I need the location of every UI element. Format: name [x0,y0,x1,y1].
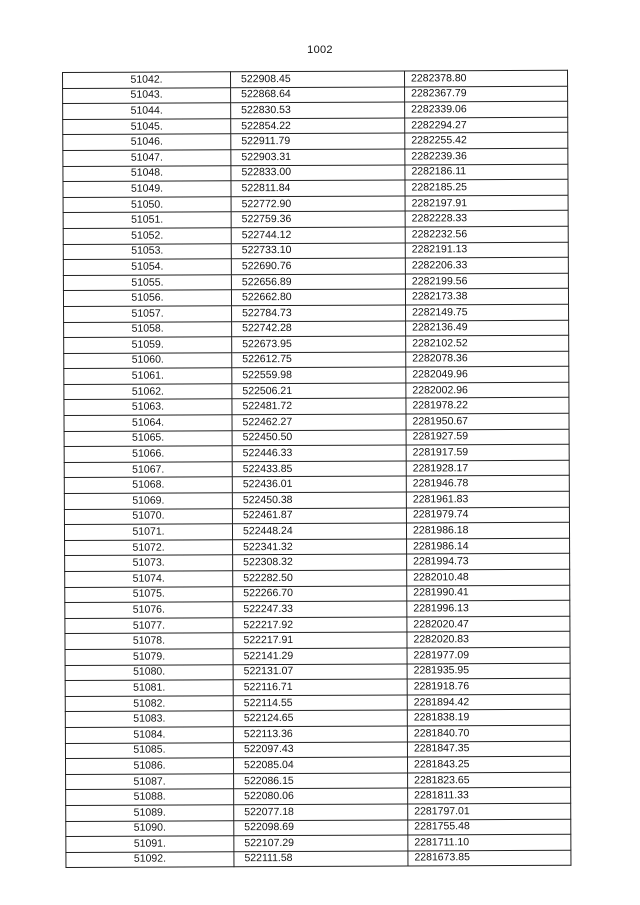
x-coordinate-cell: 522282.50 [233,570,407,586]
y-coordinate-cell: 2281843.25 [407,756,570,772]
x-coordinate-cell: 522433.85 [232,461,406,477]
point-id-cell: 51084. [65,727,233,743]
point-id-cell: 51071. [64,524,232,540]
point-id-cell: 51065. [64,430,232,446]
x-coordinate-cell: 522461.87 [232,508,406,524]
point-id-cell: 51062. [64,384,232,400]
y-coordinate-cell: 2281797.01 [408,803,571,819]
y-coordinate-cell: 2281811.33 [408,788,571,804]
point-id-cell: 51043. [63,87,231,103]
point-id-cell: 51047. [63,150,231,166]
y-coordinate-cell: 2281917.59 [406,445,569,461]
y-coordinate-cell: 2282378.80 [404,70,567,86]
point-id-cell: 51092. [66,851,234,867]
x-coordinate-cell: 522114.55 [233,695,407,711]
point-id-cell: 51054. [63,259,231,275]
y-coordinate-cell: 2282232.56 [405,226,568,242]
y-coordinate-cell: 2282228.33 [405,211,568,227]
y-coordinate-cell: 2281823.65 [408,772,571,788]
x-coordinate-cell: 522742.28 [232,321,406,337]
y-coordinate-cell: 2282173.38 [405,289,568,305]
x-coordinate-cell: 522744.12 [231,227,405,243]
y-coordinate-cell: 2282002.96 [406,382,569,398]
point-id-cell: 51052. [63,228,231,244]
y-coordinate-cell: 2282186.11 [405,164,568,180]
point-id-cell: 51087. [66,773,234,789]
point-id-cell: 51069. [64,493,232,509]
x-coordinate-cell: 522908.45 [231,71,405,87]
y-coordinate-cell: 2282149.75 [406,304,569,320]
x-coordinate-cell: 522266.70 [233,586,407,602]
x-coordinate-cell: 522450.38 [232,492,406,508]
x-coordinate-cell: 522759.36 [231,211,405,227]
x-coordinate-cell: 522097.43 [233,742,407,758]
point-id-cell: 51051. [63,212,231,228]
x-coordinate-cell: 522341.32 [233,539,407,555]
x-coordinate-cell: 522448.24 [232,523,406,539]
point-id-cell: 51091. [66,836,234,852]
x-coordinate-cell: 522086.15 [234,773,408,789]
y-coordinate-cell: 2281979.74 [406,507,569,523]
x-coordinate-cell: 522131.07 [233,664,407,680]
y-coordinate-cell: 2282255.42 [405,133,568,149]
point-id-cell: 51074. [65,571,233,587]
x-coordinate-cell: 522116.71 [233,679,407,695]
y-coordinate-cell: 2281994.73 [407,554,570,570]
point-id-cell: 51079. [65,649,233,665]
x-coordinate-cell: 522098.69 [234,819,408,835]
point-id-cell: 51075. [65,586,233,602]
y-coordinate-cell: 2281918.76 [407,678,570,694]
point-id-cell: 51089. [66,805,234,821]
y-coordinate-cell: 2282239.36 [405,148,568,164]
y-coordinate-cell: 2281978.22 [406,398,569,414]
y-coordinate-cell: 2281928.17 [406,460,569,476]
y-coordinate-cell: 2282191.13 [405,242,568,258]
point-id-cell: 51060. [64,352,232,368]
point-id-cell: 51085. [65,742,233,758]
y-coordinate-cell: 2282136.49 [406,320,569,336]
point-id-cell: 51068. [64,477,232,493]
x-coordinate-cell: 522690.76 [231,258,405,274]
y-coordinate-cell: 2282367.79 [405,86,568,102]
point-id-cell: 51086. [65,758,233,774]
x-coordinate-cell: 522811.84 [231,180,405,196]
point-id-cell: 51061. [64,368,232,384]
y-coordinate-cell: 2281894.42 [407,694,570,710]
y-coordinate-cell: 2281986.14 [407,538,570,554]
x-coordinate-cell: 522446.33 [232,445,406,461]
y-coordinate-cell: 2282020.47 [407,616,570,632]
y-coordinate-cell: 2282294.27 [405,117,568,133]
y-coordinate-cell: 2281961.83 [406,491,569,507]
point-id-cell: 51083. [65,711,233,727]
x-coordinate-cell: 522247.33 [233,601,407,617]
y-coordinate-cell: 2281996.13 [407,600,570,616]
y-coordinate-cell: 2281711.10 [408,834,571,850]
y-coordinate-cell: 2281673.85 [408,850,571,866]
point-id-cell: 51067. [64,462,232,478]
point-id-cell: 51059. [64,337,232,353]
point-id-cell: 51050. [63,197,231,213]
x-coordinate-cell: 522124.65 [233,710,407,726]
point-id-cell: 51090. [66,820,234,836]
point-id-cell: 51076. [65,602,233,618]
y-coordinate-cell: 2282020.83 [407,632,570,648]
y-coordinate-cell: 2281977.09 [407,647,570,663]
x-coordinate-cell: 522113.36 [233,726,407,742]
y-coordinate-cell: 2282010.48 [407,569,570,585]
x-coordinate-cell: 522506.21 [232,383,406,399]
point-id-cell: 51072. [65,540,233,556]
point-id-cell: 51088. [66,789,234,805]
x-coordinate-cell: 522833.00 [231,165,405,181]
x-coordinate-cell: 522217.92 [233,617,407,633]
point-id-cell: 51066. [64,446,232,462]
y-coordinate-cell: 2281935.95 [407,663,570,679]
x-coordinate-cell: 522462.27 [232,414,406,430]
point-id-cell: 51046. [63,134,231,150]
point-id-cell: 51048. [63,165,231,181]
y-coordinate-cell: 2282206.33 [405,257,568,273]
y-coordinate-cell: 2281950.67 [406,413,569,429]
x-coordinate-cell: 522784.73 [232,305,406,321]
x-coordinate-cell: 522217.91 [233,632,407,648]
y-coordinate-cell: 2282102.52 [406,335,569,351]
point-id-cell: 51053. [63,243,231,259]
x-coordinate-cell: 522772.90 [231,196,405,212]
x-coordinate-cell: 522436.01 [232,476,406,492]
y-coordinate-cell: 2281838.19 [407,710,570,726]
point-id-cell: 51081. [65,680,233,696]
y-coordinate-cell: 2282197.91 [405,195,568,211]
y-coordinate-cell: 2281990.41 [407,585,570,601]
point-id-cell: 51080. [65,664,233,680]
x-coordinate-cell: 522903.31 [231,149,405,165]
x-coordinate-cell: 522107.29 [234,835,408,851]
x-coordinate-cell: 522662.80 [231,289,405,305]
x-coordinate-cell: 522141.29 [233,648,407,664]
point-id-cell: 51082. [65,696,233,712]
point-id-cell: 51049. [63,181,231,197]
y-coordinate-cell: 2282049.96 [406,367,569,383]
x-coordinate-cell: 522673.95 [232,336,406,352]
x-coordinate-cell: 522450.50 [232,430,406,446]
x-coordinate-cell: 522085.04 [233,757,407,773]
point-id-cell: 51063. [64,399,232,415]
point-id-cell: 51073. [65,555,233,571]
point-id-cell: 51078. [65,633,233,649]
y-coordinate-cell: 2282185.25 [405,179,568,195]
point-id-cell: 51044. [63,103,231,119]
x-coordinate-cell: 522077.18 [234,804,408,820]
point-id-cell: 51056. [63,290,231,306]
point-id-cell: 51077. [65,618,233,634]
table-row [66,850,571,868]
point-id-cell: 51042. [63,72,231,88]
point-id-cell: 51058. [64,321,232,337]
x-coordinate-cell: 522830.53 [231,102,405,118]
x-coordinate-cell: 522868.64 [231,87,405,103]
x-coordinate-cell: 522854.22 [231,118,405,134]
x-coordinate-cell: 522080.06 [234,788,408,804]
y-coordinate-cell: 2282078.36 [406,351,569,367]
x-coordinate-cell: 522111.58 [234,851,408,867]
coordinates-table-body [63,70,571,867]
page-number: 1002 [307,44,333,56]
point-id-cell: 51055. [63,274,231,290]
x-coordinate-cell: 522733.10 [231,243,405,259]
x-coordinate-cell: 522559.98 [232,367,406,383]
point-id-cell: 51057. [64,306,232,322]
y-coordinate-cell: 2281840.70 [407,725,570,741]
x-coordinate-cell: 522308.32 [233,554,407,570]
y-coordinate-cell: 2281946.78 [406,476,569,492]
y-coordinate-cell: 2281986.18 [406,523,569,539]
x-coordinate-cell: 522481.72 [232,398,406,414]
y-coordinate-cell: 2282339.06 [405,101,568,117]
y-coordinate-cell: 2282199.56 [405,273,568,289]
y-coordinate-cell: 2281847.35 [407,741,570,757]
point-id-cell: 51064. [64,415,232,431]
y-coordinate-cell: 2281755.48 [408,819,571,835]
x-coordinate-cell: 522911.79 [231,133,405,149]
x-coordinate-cell: 522612.75 [232,352,406,368]
coordinates-table [62,70,571,868]
point-id-cell: 51070. [64,508,232,524]
point-id-cell: 51045. [63,119,231,135]
y-coordinate-cell: 2281927.59 [406,429,569,445]
x-coordinate-cell: 522656.89 [231,274,405,290]
